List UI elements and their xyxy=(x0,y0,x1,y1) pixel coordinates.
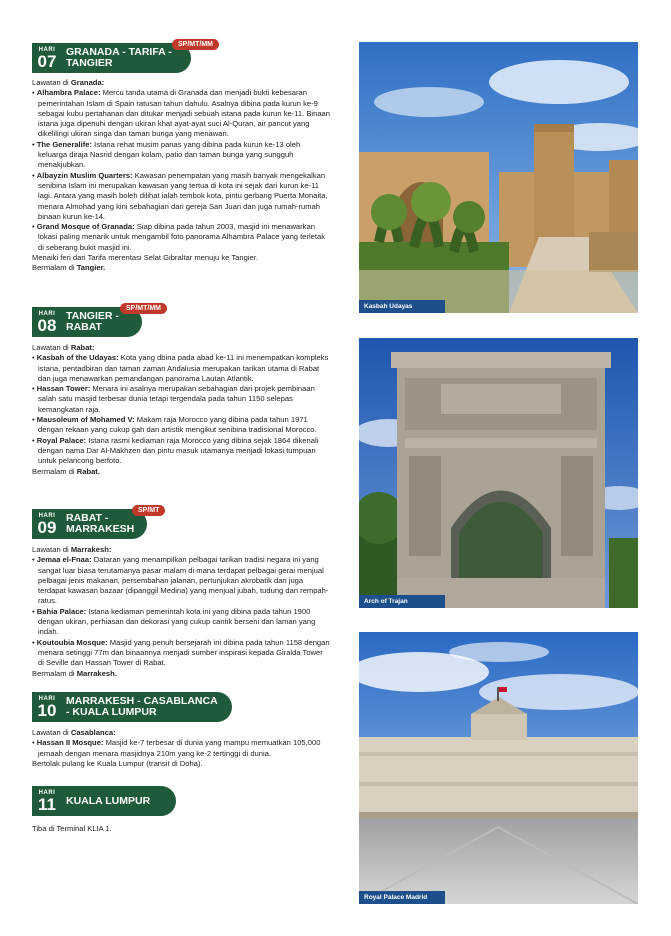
list-item: • Kasbah of the Udayas: Kota yang dbina pada abad ke-11 ini menempatkan kompleks istana, pentadbiran dan taman zaman Andalusia merupakan tarikan utama di Rabat dan juga menawarkan pemandangan panorama Lautan Atlantik. xyxy=(32,353,330,384)
attraction-list xyxy=(32,555,330,668)
day-title: MARRAKESH - CASABLANCA - KUALA LUMPUR xyxy=(66,695,218,718)
day-number: HARI 08 xyxy=(37,310,57,335)
day-10-body xyxy=(32,728,330,769)
list-item: • Koutoubia Mosque: Masjid yang penuh bersejarah ini dibina pada tahun 1158 dengan menara setinggi 77m dan binaannya menjadi sumber inspirasi kepada Giralda Tower di Seville dan Hassan Tower di Rabat. xyxy=(32,638,330,669)
palace-illustration xyxy=(359,632,638,904)
extra-note: Tiba di Terminal KLIA 1. xyxy=(32,824,112,833)
lawatan-line: Lawatan di Rabat: xyxy=(32,343,95,352)
day-number: HARI 07 xyxy=(37,46,57,71)
meal-badge: SP/MT/MM xyxy=(120,303,167,314)
photo-arch-of-trajan xyxy=(359,338,638,608)
photo-kasbah-udayas xyxy=(359,42,638,313)
arch-illustration xyxy=(359,338,638,608)
day-09-header xyxy=(32,507,160,539)
photo-caption: Arch of Trajan xyxy=(359,595,445,608)
extra-note: Menaiki feri dari Tarifa merentasi Selat Gibraltar menuju ke Tangier. xyxy=(32,253,258,263)
kasbah-illustration xyxy=(359,42,638,313)
day-07-body xyxy=(32,78,330,274)
attraction-list xyxy=(32,353,330,466)
lawatan-line: Lawatan di Granada: xyxy=(32,78,105,87)
extra-note: Bertolak pulang ke Kuala Lumpur (transit di Doha). xyxy=(32,758,203,768)
stay-line: Bermalam di Rabat. xyxy=(32,466,100,476)
day-08-header xyxy=(32,305,161,337)
stay-line: Bermalam di Marrakesh. xyxy=(32,668,117,678)
day-11-header xyxy=(32,786,176,816)
list-item: • Alhambra Palace: Mercu tanda utama di Granada dan menjadi bukti kebesaran pemerintahan Islam di Spain ratusan tahun dahulu. Asalnya dibina pada kurun ke-9 sebagai kubu pertahanan dan ditukar menjadi sebuah istana pada kurun ke-11. Binaan istana juga dipenuhi dengan ukiran khat ayat-ayat suci Al-Quran, air pancut yang dikelilingi ukiran singa dan taman bunga yang menawan. xyxy=(32,88,330,139)
photo-caption: Royal Palace Madrid xyxy=(359,891,445,904)
list-item: • Hassan II Mosque: Masjid ke-7 terbesar di dunia yang mampu memuatkan 105,000 jemaah dengan menara masjidnya 210m yang ke-2 tertinggi di dunia. xyxy=(32,738,330,759)
day-title: KUALA LUMPUR xyxy=(66,794,151,807)
day-bar xyxy=(32,509,147,539)
lawatan-line: Lawatan di Marrakesh: xyxy=(32,545,112,554)
day-07-header xyxy=(32,41,213,73)
attraction-list xyxy=(32,738,330,759)
day-09-body xyxy=(32,545,330,679)
list-item: • Grand Mosque of Granada: Siap dibina pada tahun 2003, masjid ini menawarkan lokasi paling menarik untuk mengambil foto panorama Alhambra Palace yang terletak di seberang bukit masjid ini. xyxy=(32,222,330,253)
attraction-list xyxy=(32,88,330,253)
list-item: • Albayzin Muslim Quarters: Kawasan penempatan yang masih banyak mengekalkan senibina Islam ini merupakan kawasan yang tertua di kota ini sejak dari kurun ke-11 lagi. Antara yang masih boleh dilihat ialah tembok kota, pintu gerbang Puerta Monaita, menara Almohad yang kini sebahagian dari gereja San Juan dan juga rumah-rumah binaan kurun ke-14. xyxy=(32,171,330,222)
day-title: GRANADA - TARIFA - TANGIER xyxy=(66,46,172,69)
photo-caption: Kasbah Udayas xyxy=(359,300,445,313)
day-10-header xyxy=(32,692,232,722)
day-bar xyxy=(32,692,232,722)
photo-royal-palace-madrid xyxy=(359,632,638,904)
stay-line: Bermalam di Tangier. xyxy=(32,263,106,273)
day-title: TANGIER - RABAT xyxy=(66,310,119,333)
day-bar xyxy=(32,43,191,73)
day-title: RABAT - MARRAKESH xyxy=(66,512,135,535)
list-item: • Bahia Palace: Istana kediaman pemerintah kota ini yang dibina pada tahun 1900 dengan ukiran, perhiasan dan dekorasi yang cukup cantik berseni dan laman yang indah. xyxy=(32,607,330,638)
lawatan-line: Lawatan di Casablanca: xyxy=(32,728,116,737)
day-number: HARI 10 xyxy=(37,695,57,720)
meal-badge: SP/MT xyxy=(132,505,165,516)
list-item: • The Generalife: Istana rehat musim panas yang dibina pada kurun ke-13 oleh keluarga diraja Nasrid dengan kolam, patio dan taman bunga yang sungguh menakjubkan. xyxy=(32,140,330,171)
day-08-body xyxy=(32,343,330,477)
day-number: HARI 11 xyxy=(38,789,56,814)
list-item: • Jemaa el-Fnaa: Dataran yang menampilkan pelbagai tarikan tradisi negara ini yang sangat luar biasa terutamanya pasar malam di mana terdapat pelbagai gerai menjual pelbagai jenis makanan, persembahan jalanan, pertunjukan akrobatik dan juga terdapat kawasan bazaar (dipanggil Medina) yang menjual jubah, tudung dan rempah-ratus. xyxy=(32,555,330,606)
day-number: HARI 09 xyxy=(37,512,57,537)
day-bar xyxy=(32,786,176,816)
list-item: • Royal Palace: Istana rasmi kediaman raja Morocco yang dibina sejak 1864 dikenali dengan nama Dar Al-Makhzen dan pintu masuk utamanya menjadi lokasi tumpuan untuk pelancong berfoto. xyxy=(32,436,330,467)
list-item: • Mausoleum of Mohamed V: Makam raja Morocco yang dibina pada tahun 1971 dengan rekaan yang cukup gah dan artistik mengikut senibina tradisional Morocco. xyxy=(32,415,330,436)
meal-badge: SP/MT/MM xyxy=(172,39,219,50)
day-11-body xyxy=(32,824,330,834)
list-item: • Hassan Tower: Menara ini asalnya merupakan sebahagian dari projek pembinaan salah satu masjid terbesar dunia tetapi tergendala pada tahun 1150 selepas kemangkatan raja. xyxy=(32,384,330,415)
